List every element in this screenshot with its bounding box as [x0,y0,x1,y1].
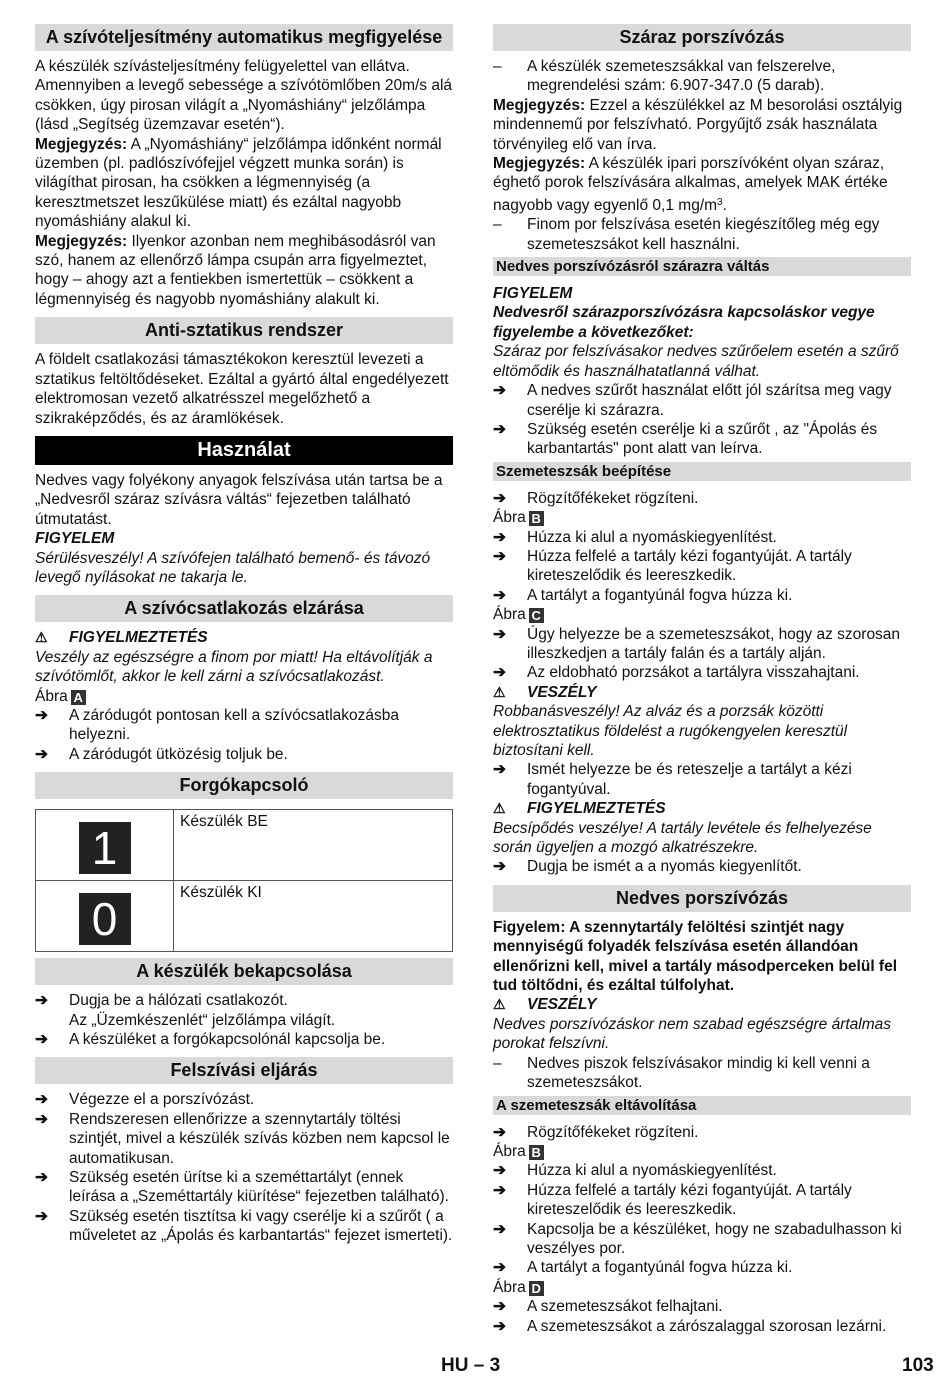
power-on-indicator-text: Az „Üzemkészenlét“ jelzőlámpa világít. [69,1011,336,1029]
step-item: ➔ A szemeteszsákot a zárószalaggal szorosan lezárni. [493,1317,887,1335]
wet-to-dry-warning-title: FIGYELEM [493,285,573,303]
warning-icon: ⚠ [493,800,506,817]
heading-usage: Használat [35,436,453,465]
heading-wet-vacuuming: Nedves porszívózás [493,885,911,912]
arrow-icon: ➔ [493,489,506,507]
dry-note-2: Megjegyzés: A készülék ipari porszívóként olyan száraz, éghető porok felszívására alkalmas, amelyek MAK értéke nagyobb vagy egyenlő 0,1 $mg/m^3$. [493,155,888,214]
heading-dry-vacuuming: Száraz porszívózás [493,24,911,51]
step-item: ➔ Szükség esetén cserélje ki a szűrőt , az "Ápolás és karbantartás" pont alatt van leírva. [493,420,878,458]
arrow-icon: ➔ [493,547,506,565]
step-item: ➔ Rögzítőfékeket rögzíteni. [493,489,699,507]
heading-suction-procedure: Felszívási eljárás [35,1057,453,1084]
arrow-icon: ➔ [35,1031,48,1048]
wet-to-dry-warning-bold: Nedvesről szárazporszívózásra kapcsoláskor vegye figyelembe a következőket: [493,304,875,341]
bag-warning-text: Becsípődés veszélye! A tartály levétele és felhelyezése során ügyeljen a mozgó alkatrészekre. [493,819,872,857]
arrow-icon: ➔ [493,858,506,876]
heading-power-on: A készülék bekapcsolása [35,958,453,985]
dash-bullet: – [493,58,502,75]
arrow-icon: ➔ [493,1259,506,1277]
arrow-icon: ➔ [35,992,48,1010]
step-item: ➔ Úgy helyezze be a szemeteszsákot, hogy az szorosan illeszkedjen a tartály falán és a tartály alján. [493,625,901,662]
auto-note-2: Megjegyzés: Ilyenkor azonban nem meghibásodásról van szó, hanem az ellenőrző lámpa csupán arra figyelmeztet, hogy – ahogy azt a fentiekben ismertettük – csökkent a légmennyiség és nagyobb nyomáshiány alakult ki. [35,232,436,308]
step-item: ➔ Rögzítőfékeket rögzíteni. [493,1123,699,1141]
figure-letter-icon: A [71,690,86,705]
step-item: ➔ A záródugót pontosan kell a szívócsatlakozásba helyezni. [35,706,400,744]
right-column [493,22,911,1336]
bag-danger-text: Robbanásveszély! Az alváz és a porzsák közötti elektrosztatikus földelést a rugókengyelen keresztül biztosítani kell. [493,703,848,759]
auto-note-1: Megjegyzés: A „Nyomáshiány“ jelzőlámpa időnként normál üzemben (pl. padlószívófejjel végzett munka során) is világíthat pirosan, ha csökken a légmennyiség (a keresztmetszet leszűkülése miatt) és ezáltal nagyobb nyomáshiány alakul ki. [35,135,442,231]
heading-wet-to-dry: Nedves porszívózásról szárazra váltás [493,257,911,276]
warning-icon: ⚠ [493,996,506,1013]
switch-row-on [36,810,452,880]
dash-bullet: – [493,1054,502,1072]
warning-icon: ⚠ [493,683,506,700]
page-number: 103 [902,1355,934,1376]
arrow-icon: ➔ [35,1110,48,1128]
step-item: ➔ Húzza ki alul a nyomáskiegyenlítést. [493,1162,777,1180]
arrow-icon: ➔ [493,664,506,682]
step-item: ➔ A tartályt a fogantyúnál fogva húzza ki. [493,1259,793,1277]
dash-bullet: – [493,216,502,234]
heading-close-suction: A szívócsatlakozás elzárása [35,595,453,622]
dash-item: – A készülék szemeteszsákkal van felszerelve, megrendelési szám: 6.907-347.0 (5 darab). [493,58,836,95]
step-item: ➔ Kapcsolja be a készüléket, hogy ne szabadulhasson ki veszélyes por. [493,1220,902,1257]
arrow-icon: ➔ [493,625,506,643]
heading-auto-monitoring: A szívóteljesítmény automatikus megfigyelése [35,24,453,51]
arrow-icon: ➔ [493,420,506,438]
step-item: ➔ Szükség esetén tisztítsa ki vagy cserélje ki a szűrőt ( a műveletet az „Ápolás és karbantartás“ fejezet ismerteti). [35,1207,453,1245]
step-item: ➔ A záródugót ütközésig toljuk be. [35,745,288,763]
step-item: ➔ Végezze el a porszívózást. [35,1091,255,1109]
step-item: ➔ A szemeteszsákot felhajtani. [493,1298,723,1316]
step-item: ➔ A tartályt a fogantyúnál fogva húzza ki. [493,586,793,604]
step-item: ➔ Rendszeresen ellenőrizze a szennytartály töltési szintjét, mivel a készülék szívás közben nem kapcsol le automatikusan. [35,1110,450,1167]
step-item: ➔ A nedves szűrőt használat előtt jól szárítsa meg vagy cserélje ki szárazra. [493,382,892,419]
bag-warning-title: ⚠ FIGYELMEZTETÉS [493,800,666,818]
step-item: ➔ Húzza felfelé a tartály kézi fogantyúját. A tartály kireteszelődik és leereszkedik. [493,547,852,585]
switch-table [35,809,453,952]
close-warning-title: ⚠ FIGYELMEZTETÉS [35,629,208,647]
usage-paragraph: Nedves vagy folyékony anyagok felszívása után tartsa be a „Nedvesről száraz szívásra váltás“ fejezetben található útmutatást. [35,471,443,528]
antistatic-paragraph: A földelt csatlakozási támasztékokon keresztül levezeti a sztatikus feltöltődéseket. Ezáltal a gyártó által engedélyezett elektromosan vezető alkatrésszel megelőzhető a szikraképződés, és az áramlökések. [35,351,449,427]
heading-bag-install: Szemeteszsák beépítése [493,462,911,481]
step-item: ➔ Szükség esetén ürítse ki a szeméttartályt (ennek leírása a „Szeméttartály kiürítése“ fejezetben található). [35,1169,449,1206]
arrow-icon: ➔ [493,1162,506,1180]
heading-bag-remove: A szemeteszsák eltávolítása [493,1096,911,1115]
step-item: ➔ Dugja be ismét a a nyomás kiegyenlítőt. [493,858,802,876]
wet-danger-text: Nedves porszívózáskor nem szabad egészségre ártalmas porokat felszívni. [493,1015,892,1053]
dash-item: – Finom por felszívása esetén kiegészítőleg még egy szemeteszsákot kell használni. [493,216,880,253]
switch-off-symbol: 0 [79,893,131,945]
arrow-icon: ➔ [35,1207,48,1225]
figure-letter-icon: B [529,1145,544,1160]
heading-antistatic: Anti-sztatikus rendszer [35,317,453,344]
arrow-icon: ➔ [493,1298,506,1316]
left-column [35,22,453,1246]
dash-item: – Nedves piszok felszívásakor mindig ki kell venni a szemeteszsákot. [493,1054,870,1092]
figure-ref-c: Ábra C [493,605,911,624]
arrow-icon: ➔ [493,1123,506,1141]
step-item: ➔ Dugja be a hálózati csatlakozót. [35,992,288,1010]
arrow-icon: ➔ [493,586,506,604]
wet-attention: Figyelem: A szennytartály felöltési szintjét nagy mennyiségű folyadék felszívása esetén állandóan ellenőrizni kell, mivel a tartály másodperceken belül fel tud töltődni, és ezáltal túlfolyhat. [493,918,898,995]
step-item: ➔ Az eldobható porzsákot a tartályra visszahajtani. [493,664,860,682]
figure-ref-b: Ábra B [493,508,911,527]
step-item: ➔ Húzza felfelé a tartály kézi fogantyúját. A tartály kireteszelődik és leereszkedik. [493,1181,852,1219]
arrow-icon: ➔ [35,745,48,763]
step-item: ➔ Húzza ki alul a nyomáskiegyenlítést. [493,528,777,546]
close-warning-text: Veszély az egészségre a finom por miatt! Ha eltávolítják a szívótömlőt, akkor le kell zárni a szívócsatlakozást. [35,648,433,686]
arrow-icon: ➔ [493,382,506,400]
figure-letter-icon: C [529,608,544,623]
usage-warning-text: Sérülésveszély! A szívófejen található bemenő- és távozó levegő nyílásokat ne takarja le. [35,549,431,586]
figure-letter-icon: D [529,1281,544,1296]
switch-off-label: Készülék KI [180,884,262,902]
arrow-icon: ➔ [493,761,506,779]
arrow-icon: ➔ [493,1220,506,1238]
step-item: ➔ A készüléket a forgókapcsolónál kapcsolja be. [35,1031,386,1048]
arrow-icon: ➔ [35,1169,48,1187]
heading-rotary-switch: Forgókapcsoló [35,772,453,799]
figure-letter-icon: B [529,511,544,526]
dry-note-1: Megjegyzés: Ezzel a készülékkel az M besorolási osztályig mindennemű por felszívható. Porgyűjtő zsák használata törvényileg elő van írva. [493,96,903,153]
bag-danger-title: ⚠ VESZÉLY [493,683,597,701]
figure-ref-b: Ábra B [493,1142,911,1161]
switch-row-off [36,880,452,951]
arrow-icon: ➔ [493,1181,506,1199]
step-item: ➔ Ismét helyezze be és reteszelje a tartályt a kézi fogantyúval. [493,761,852,798]
switch-on-label: Készülék BE [180,813,268,831]
arrow-icon: ➔ [35,1091,48,1109]
figure-ref-d: Ábra D [493,1278,911,1297]
usage-warning-title: FIGYELEM [35,530,115,548]
footer-section-label: HU – 3 [441,1355,501,1376]
arrow-icon: ➔ [35,706,48,724]
switch-on-symbol: 1 [79,822,131,874]
wet-danger-title: ⚠ VESZÉLY [493,996,597,1014]
figure-ref-a: Ábra A [35,687,453,706]
arrow-icon: ➔ [493,1317,506,1335]
auto-paragraph: A készülék szívásteljesítmény felügyelettel van ellátva. Amennyiben a levegő sebessége a szívótömlőben 20m/s alá csökken, úgy pirosan világít a „Nyomáshiány“ jelzőlámpa (lásd „Segítség üzemzavar esetén“). [35,58,453,134]
arrow-icon: ➔ [493,528,506,546]
wet-to-dry-warning-text: Száraz por felszívásakor nedves szűrőelem esetén a szűrő eltömődik és használhatatlanná válhat. [493,343,899,380]
warning-icon: ⚠ [35,629,48,646]
